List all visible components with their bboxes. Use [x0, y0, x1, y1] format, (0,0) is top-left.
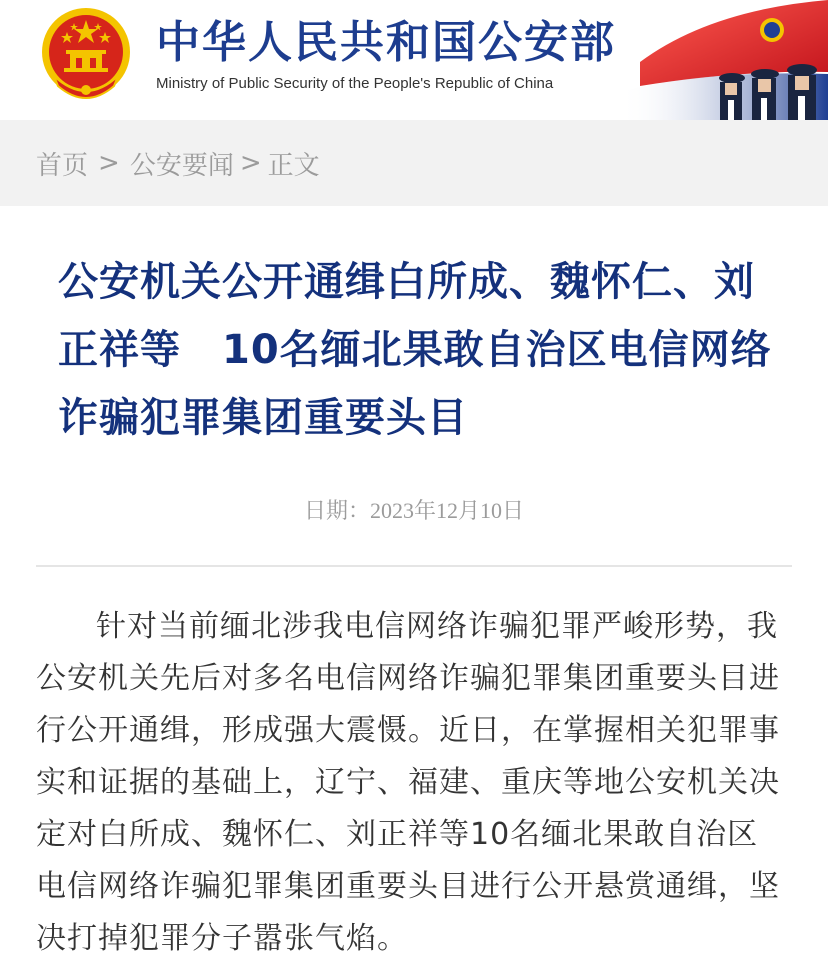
police-flag-banner-icon — [620, 0, 828, 120]
site-title: 中华人民共和国公安部 — [156, 17, 616, 68]
site-subtitle: Ministry of Public Security of the People's Republic of China — [156, 75, 554, 92]
breadcrumb-home-link[interactable]: 首页 — [36, 150, 89, 181]
article-body: 针对当前缅北涉我电信网络诈骗犯罪严峻形势，我公安机关先后对多名电信网络诈骗犯罪集团重要头目进行公开通缉，形成强大震慑。近日，在掌握相关犯罪事实和证据的基础上，辽宁、福建、重庆等地公安机关决定对白所成、魏怀仁、刘正祥等10名缅北果敢自治区电信网络诈骗犯罪集团重要头目进行公开悬赏通缉，坚决打掉犯罪分子嚣张气焰。 — [36, 609, 780, 956]
breadcrumb-section-link[interactable]: 公安要闻 — [129, 150, 234, 181]
article-date: 日期：2023年12月10日 — [303, 498, 524, 523]
site-header — [0, 0, 828, 120]
divider — [36, 565, 792, 567]
breadcrumb-separator: > — [239, 148, 262, 178]
national-emblem-icon — [40, 6, 132, 102]
breadcrumb-separator: > — [98, 148, 120, 178]
breadcrumb-current: 正文 — [267, 150, 320, 181]
article-title: 公安机关公开通缉白所成、魏怀仁、刘正祥等 10名缅北果敢自治区电信网络诈骗犯罪集团重要头目 — [58, 259, 772, 441]
breadcrumb — [0, 120, 828, 206]
